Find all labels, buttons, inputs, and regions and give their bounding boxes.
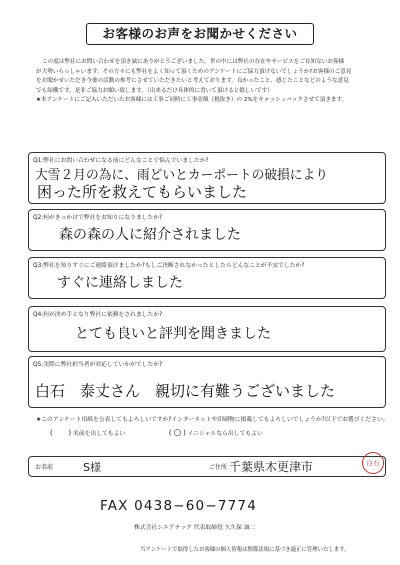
question-label: Q4:何が決め手となり弊社に依頼をされましたか? [33,312,163,318]
page-title: お客様のお声をお聞かせください [86,23,314,45]
name-label: お名前 [35,464,54,471]
handwritten-answer: 困った所を救えてもらいました [37,183,248,201]
intro-line: をお聞かせいただき今後の活動の参考にさせていただきたいと考えております。良かったこと、感じたことなどのような意見 [36,78,349,85]
question-label: Q5:実際に弊社担当者が対応していかがでしたか? [33,362,163,368]
handwritten-answer: 白石 泰丈さん 親切に有難うございました [35,382,336,400]
intro-line: この度は弊社にお問い合わせを頂き誠にありがとうございました。世の中には弊社の存在やサービスをご存知ないお客様 [42,59,345,65]
checkbox-close[interactable]: ) [68,429,72,437]
fax-number: FAX 0438−60−7774 [100,498,258,514]
question-label: Q1:弊社にお問い合わせになる前にどんなことで悩んでいましたか? [33,158,209,164]
question-box-2 [28,209,386,251]
intro-line: でも結構です。是非ご協力お願い致します。（出来るだけ具体的に書いて頂けると嬉しいです） [36,87,273,94]
intro-line: ★本アンケートにご記入いただいたお客様には工事ご同時に工事金額（税抜き）の 2%をキャッシュバックさせて頂きます。 [36,97,348,104]
question-box-4 [28,306,386,352]
intro-line: が大勢いらっしゃいます。その方々にも弊社をよく知って頂くためのアンケートにご協力頂けないでしょうか?お客様のご意見 [36,68,352,75]
question-label: Q2:何がきっかけで弊社をお知りになりましたか? [33,215,163,221]
consent-options [50,428,390,438]
company-name: 株式会社シエアテック 代表取締役 久久保 誠二 [134,525,256,531]
consent-question: ★このアンケート用紙を公表してもよろしいですか?インターネットや印刷物に掲載してもよろしいでしょうか?以下でお選びください。 [36,417,389,423]
handwritten-answer: 大雪２月の為に、雨どいとカーポートの破損により [35,168,329,183]
handwritten-answer: とても良いと評判を聞きました [75,326,271,342]
name-value: S様 [83,461,101,474]
handwritten-answer: すぐに連絡しました [57,275,183,291]
handwritten-answer: 森の森の人に紹介されました [59,227,241,243]
checked-circle-icon[interactable]: ○ [173,428,182,438]
question-label: Q3:弊社を知りすぐにご連絡頂けましたか?もしご決断されなかったとしたらどんなことが不安でしたか? [33,263,305,269]
address-value: 千葉県木更津市 [229,460,314,474]
consent-option-initial: イニシャルなら出してもよい [187,431,263,437]
checkbox-open[interactable]: ( [50,429,53,437]
checkbox-close[interactable]: ) [183,429,186,437]
question-box-1 [28,152,386,204]
question-box-5 [28,356,386,408]
privacy-note: 当アンケートで取得したお客様の個人情報は関係法規に基づき適正に管理いたします。 [140,547,350,553]
intro-text [36,58,384,106]
consent-option-name: 名前を出してもよい [73,431,126,437]
seal-stamp: 白石 [362,452,384,474]
question-box-3 [28,257,386,299]
address-label: ご住所 [209,464,228,471]
name-address-box [28,456,386,477]
checkbox-open[interactable]: ( [168,429,172,437]
